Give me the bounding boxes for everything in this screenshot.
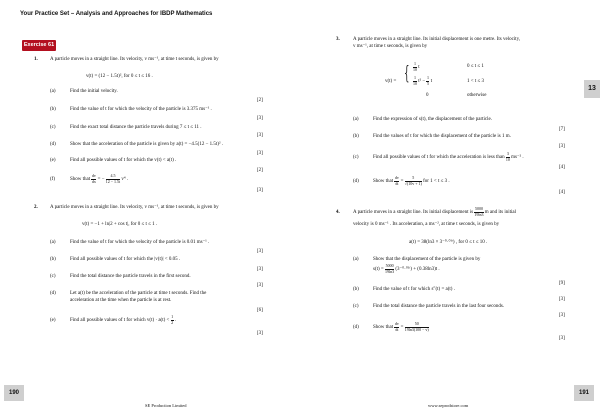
- fraction-numerator: dv: [91, 173, 96, 178]
- q3-part-d-expression: [373, 176, 450, 186]
- q3-case-2-condition: 1 < t ≤ 3: [467, 79, 484, 84]
- fraction-denominator: dx: [91, 178, 96, 184]
- q4-part-a-marks: [9]: [559, 281, 565, 286]
- q3-part-c-fraction: [506, 152, 510, 162]
- question-1-equation: v(t) = (12 − 1.5t)², for 0 ≤ t ≤ 16 .: [86, 74, 153, 79]
- footer-publisher: SE Production Limited: [145, 403, 187, 408]
- q4-part-d-marks: [3]: [559, 336, 565, 341]
- q3-part-b-label: (b): [353, 134, 359, 139]
- q4-part-b-label: (b): [353, 287, 359, 292]
- page-number-left: 190: [4, 385, 24, 401]
- q3-part-c-marks: [4]: [559, 165, 565, 170]
- q3-case-3-condition: otherwise: [467, 93, 487, 98]
- q3-part-a-marks: [7]: [559, 127, 565, 132]
- q1-part-f-marks: [3]: [257, 188, 263, 193]
- q4-part-d-lhs-fraction: [394, 322, 399, 332]
- q1-part-f-text: Show that: [70, 177, 91, 183]
- fraction-numerator: 1: [414, 75, 416, 80]
- q3-part-d-marks: [4]: [559, 190, 565, 195]
- q4-part-c-text: Find the total distance the particle travels in the last four seconds.: [373, 304, 505, 309]
- q1-part-f-expression: [70, 174, 128, 184]
- question-1-stem: A particle moves in a straight line. Its velocity, v ms⁻¹, at time t seconds, is given by: [50, 57, 219, 62]
- q2-part-e-suffix: .: [174, 318, 177, 324]
- fraction: [413, 76, 417, 86]
- q4-part-c-marks: [3]: [559, 313, 565, 318]
- fraction-numerator: 1: [414, 61, 416, 66]
- q3-part-b-text: Find the values of t for which the displacement of the particle is 1 m.: [373, 134, 511, 139]
- fraction-numerator: 5000: [474, 206, 483, 211]
- q3-case-3-expression: 0: [426, 93, 429, 98]
- fraction: [426, 76, 429, 86]
- fraction-denominator: dt: [395, 180, 399, 186]
- question-2-stem: A particle moves in a straight line. Its velocity, v ms⁻¹, at time t seconds, is given by: [50, 205, 219, 210]
- q4-part-d-text: Show that: [373, 325, 394, 331]
- q2-part-d-text-line2: acceleration at the time when the particle is at rest.: [70, 298, 172, 303]
- q2-part-e-fraction: [171, 314, 177, 325]
- q2-part-b-marks: [3]: [257, 267, 263, 272]
- q1-part-e-text: Find all possible values of t for which the v(t) < a(t) .: [70, 158, 177, 163]
- q2-part-b-text: Find all possible values of t for which the |v(t)| < 0.05 .: [70, 257, 181, 262]
- q2-part-b-label: (b): [50, 257, 56, 262]
- fraction-denominator: 19ln3(100 − v): [404, 326, 429, 332]
- question-1-number: 1.: [34, 57, 38, 62]
- q4-part-a-equation: [373, 264, 440, 274]
- fraction-numerator: 1: [171, 314, 174, 319]
- q2-part-c-label: (c): [50, 274, 56, 279]
- fraction-denominator: 10: [505, 156, 510, 162]
- fraction-numerator: 5000: [385, 263, 394, 268]
- q3-part-d-text: Show that: [373, 179, 394, 185]
- q3-part-d-rhs-fraction: [405, 176, 422, 186]
- fraction-denominator: 12 − 1.5t: [105, 178, 121, 184]
- fraction-denominator: 19ln3: [474, 211, 484, 217]
- q4-part-a-label: (a): [353, 257, 359, 262]
- fraction-numerator: dv: [394, 175, 399, 180]
- q1-part-a-marks: [2]: [257, 98, 263, 103]
- q4-part-a-fraction: [385, 264, 394, 274]
- case-middle-term: t² −: [418, 79, 426, 85]
- q2-part-d-marks: [6]: [257, 308, 263, 313]
- question-3-number: 3.: [336, 37, 340, 42]
- q3-piecewise-lhs: v(t) =: [385, 79, 397, 84]
- q3-part-c-suffix: ms⁻² .: [511, 155, 524, 161]
- q2-part-d-text: Let a(t) be the acceleration of the particle at time t seconds. Find the: [70, 291, 207, 296]
- q1-part-a-text: Find the initial velocity.: [70, 89, 118, 94]
- q3-part-c-text: Find all possible values of t for which the acceleration is less than: [373, 155, 505, 161]
- q4-part-a-rhs: (3⁻⁰·⁰¹ᵗ) + (0.38ln3)t .: [395, 267, 440, 273]
- q1-part-c-label: (c): [50, 125, 56, 130]
- fraction-denominator: 10: [413, 66, 417, 72]
- q1-part-f-rhs-prefix: = −: [97, 177, 105, 183]
- fraction-numerator: 5: [405, 176, 422, 182]
- q4-part-a-lhs: s(t) =: [373, 267, 384, 273]
- fraction-denominator: 5: [426, 80, 429, 86]
- q3-case-1-condition: 0 ≤ t ≤ 1: [467, 64, 484, 69]
- fraction: [413, 61, 420, 72]
- q1-part-d-text: Show that the acceleration of the particle is given by a(t) = −4.5(12 − 1.5t)² .: [70, 142, 223, 147]
- page-header-title: Your Practice Set – Analysis and Approaches for IBDP Mathematics: [20, 11, 213, 17]
- q1-part-d-marks: [3]: [257, 151, 263, 156]
- fraction-numerator: 3: [506, 151, 509, 156]
- q1-part-b-label: (b): [50, 107, 56, 112]
- q3-part-a-text: Find the expression of s(t), the displacement of the particle.: [373, 117, 492, 122]
- question-4-number: 4.: [336, 210, 340, 215]
- piecewise-brace-icon: {: [404, 62, 410, 84]
- q1-part-f-label: (f): [50, 177, 55, 182]
- q1-part-f-lhs-fraction: [91, 174, 96, 184]
- fraction-numerator: 50: [405, 322, 429, 328]
- q1-part-f-rhs-fraction: [106, 174, 120, 184]
- question-3-stem-line1: A particle moves in a straight line. Its initial displacement is one metre. Its velocity,: [353, 37, 520, 42]
- fraction-denominator: 10: [413, 80, 417, 86]
- q1-part-d-label: (d): [50, 142, 56, 147]
- q4-part-b-text: Find the value of t for which s″(t) = a(t) .: [373, 287, 455, 292]
- q4-part-c-label: (c): [353, 304, 359, 309]
- q3-part-c-expression: [373, 152, 524, 162]
- q4-stem-fraction: [474, 207, 483, 217]
- case-variable: t: [418, 65, 420, 71]
- q3-part-d-label: (d): [353, 179, 359, 184]
- case-variable: t: [430, 79, 433, 85]
- footer-website: www.seprodstore.com: [428, 403, 469, 408]
- q2-part-e-text: Find all possible values of t for which v(t) · a(t) <: [70, 318, 170, 324]
- q4-stem-prefix: A particle moves in a straight line. Its initial displacement is: [353, 210, 474, 216]
- q2-part-c-text: Find the total distance the particle travels in the first second.: [70, 274, 191, 279]
- q2-part-e-expression: [70, 315, 176, 325]
- q2-part-d-label: (d): [50, 291, 56, 296]
- fraction-denominator: dt: [395, 326, 399, 332]
- fraction-denominator: 2: [171, 319, 174, 325]
- q2-part-a-marks: [3]: [257, 249, 263, 254]
- q4-part-a-text: Show that the displacement of the particle is given by: [373, 257, 481, 262]
- q4-part-b-marks: [3]: [559, 297, 565, 302]
- fraction-numerator: dv: [394, 321, 399, 326]
- question-4-stem-line2: velocity is 0 ms⁻¹ . Its acceleration, a ms⁻², at time t seconds, is given by: [353, 222, 500, 227]
- q1-part-e-marks: [2]: [257, 168, 263, 173]
- question-3-stem-line2: v ms⁻¹, at time t seconds, is given by: [353, 44, 428, 49]
- q1-part-a-label: (a): [50, 89, 56, 94]
- q1-part-b-marks: [3]: [257, 116, 263, 121]
- page-number-right: 191: [574, 385, 594, 401]
- exercise-badge: Exercise 61: [22, 40, 56, 51]
- q1-part-c-text: Find the exact total distance the particle travels during 7 ≤ t ≤ 11 .: [70, 125, 202, 130]
- q1-part-b-text: Find the value of t for which the velocity of the particle is 3.375 ms⁻¹ .: [70, 107, 212, 112]
- q1-part-c-marks: [3]: [257, 133, 263, 138]
- q3-case-2-expression: [413, 76, 432, 86]
- question-4-equation: a(t) = 38(ln3 × 3⁻⁰·⁰¹ᵗ) , for 0 ≤ t ≤ 10 .: [409, 240, 488, 245]
- question-2-equation: v(t) = −1 + ln|2 + cos t|, for 0 ≤ t ≤ 1 .: [82, 222, 158, 227]
- question-4-stem-line1: [353, 207, 516, 217]
- q1-part-f-rhs-suffix: v⁴ .: [121, 177, 129, 183]
- q3-part-a-label: (a): [353, 117, 359, 122]
- q3-part-b-marks: [3]: [559, 144, 565, 149]
- fraction-denominator: 19ln3: [385, 268, 395, 274]
- q2-part-a-text: Find the value of t for which the velocity of the particle is 0.01 ms⁻¹ .: [70, 240, 210, 245]
- q3-case-1-expression: [413, 62, 420, 72]
- equals-sign: =: [400, 325, 404, 331]
- q3-part-d-suffix: for 1 < t ≤ 3 .: [423, 179, 450, 185]
- q4-part-d-rhs-fraction: [405, 322, 429, 332]
- fraction-numerator: 4.5: [106, 174, 120, 180]
- q2-part-e-marks: [3]: [257, 331, 263, 336]
- q2-part-c-marks: [3]: [257, 283, 263, 288]
- q2-part-e-label: (e): [50, 318, 56, 323]
- question-2-number: 2.: [34, 205, 38, 210]
- fraction-numerator: 1: [426, 75, 429, 80]
- q4-part-d-expression: [373, 322, 429, 332]
- q4-stem-suffix: m and its initial: [484, 210, 516, 216]
- q4-part-d-label: (d): [353, 325, 359, 330]
- q1-part-e-label: (e): [50, 158, 56, 163]
- q3-part-c-label: (c): [353, 155, 359, 160]
- chapter-tab: 13: [584, 80, 600, 98]
- q2-part-a-label: (a): [50, 240, 56, 245]
- fraction-denominator: √(10v + 1): [404, 180, 422, 186]
- equals-sign: =: [400, 179, 404, 185]
- q3-part-d-lhs-fraction: [394, 176, 399, 186]
